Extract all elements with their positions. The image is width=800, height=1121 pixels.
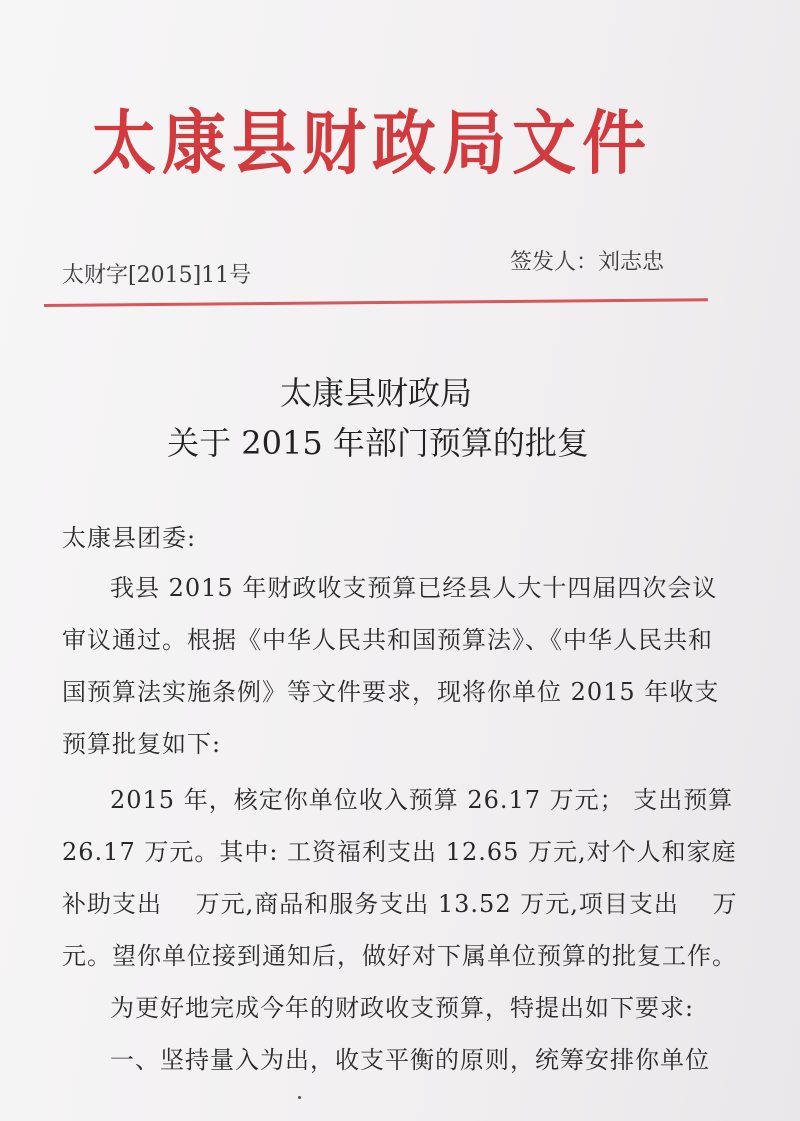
red-divider-line: [44, 298, 708, 307]
document-title-line-1: 太康县财政局: [279, 374, 472, 412]
body-line-3: 国预算法实施条例》等文件要求，现将你单位 2015 年收支: [62, 678, 720, 706]
body-line-6: 26.17 万元。其中: 工资福利支出 12.65 万元,对个人和家庭: [62, 838, 737, 866]
body-line-10: 一、坚持量入为出，收支平衡的原则，统筹安排你单位: [110, 1046, 710, 1074]
body-line-7: 补助支出 万元,商品和服务支出 13.52 万元,项目支出 万: [62, 890, 738, 918]
document-title-line-2: 关于 2015 年部门预算的批复: [167, 424, 589, 462]
body-line-2: 审议通过。根据《中华人民共和国预算法》、《中华人民共和: [62, 626, 713, 654]
body-line-8: 元。望你单位接到通知后，做好对下属单位预算的批复工作。: [62, 942, 737, 970]
document-masthead: 太康县财政局文件: [92, 103, 652, 185]
ink-speck: [298, 1096, 301, 1099]
document-number: 太财字[2015]11号: [62, 263, 252, 288]
body-line-5: 2015 年，核定你单位收入预算 26.17 万元； 支出预算: [110, 786, 734, 814]
body-line-4: 预算批复如下:: [62, 730, 222, 758]
salutation: 太康县团委:: [62, 524, 197, 552]
body-line-9: 为更好地完成今年的财政收支预算，特提出如下要求:: [110, 994, 695, 1022]
body-line-1: 我县 2015 年财政收支预算已经县人大十四届四次会议: [110, 574, 718, 602]
signer-label: 签发人：刘志忠: [510, 250, 665, 275]
